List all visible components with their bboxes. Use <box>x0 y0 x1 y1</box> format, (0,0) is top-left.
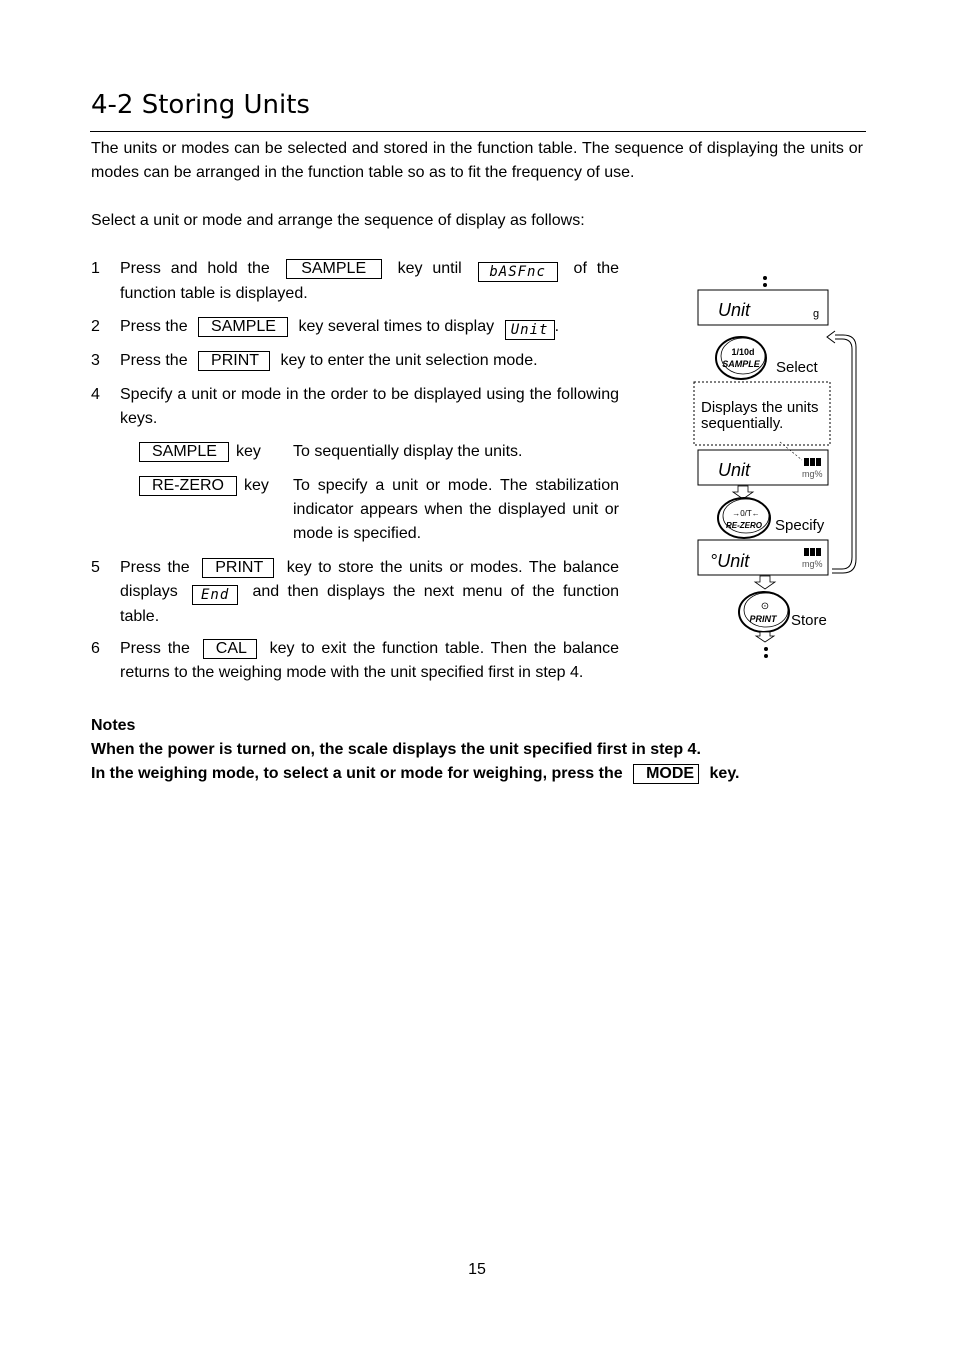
step-5 <box>120 556 619 629</box>
step-2-text-b: key several times to display <box>298 318 495 335</box>
loop-arrow-head <box>827 331 835 343</box>
key-word: key <box>236 443 261 460</box>
step-1-text-a: Press and hold the <box>120 260 270 277</box>
step-2 <box>120 315 619 340</box>
lcd-display-2-text: Unit <box>718 460 751 480</box>
step-4-number: 4 <box>91 386 100 403</box>
mode-key: MODE <box>633 764 699 784</box>
step-6 <box>120 637 619 685</box>
ellipsis-top <box>763 276 767 287</box>
key-description: To sequentially display the units. <box>293 443 523 460</box>
notes-line-2 <box>91 762 739 786</box>
keys-table-row <box>139 440 619 474</box>
step-1-text-c: of the function table is displayed. <box>120 260 620 302</box>
keys-table <box>139 440 619 554</box>
notes-line-2-text-b: key. <box>709 765 740 782</box>
lcd-basfnc: bASFnc <box>478 262 558 282</box>
step-5-text-c: and then displays the next menu of the function table. <box>120 583 619 625</box>
key-word: key <box>244 477 269 494</box>
step-6-text-b: key to exit the function table. Then the balance returns to the weighing mode with the unit specified first in step 4. <box>120 640 620 681</box>
lcd-unit: Unit <box>505 320 555 340</box>
intro-instruction: Select a unit or mode and arrange the sequence of display as follows: <box>91 212 585 229</box>
step-3 <box>120 349 619 373</box>
print-key: PRINT <box>202 558 274 578</box>
step-6-number: 6 <box>91 640 100 657</box>
step-3-number: 3 <box>91 352 100 369</box>
stability-bars-2 <box>804 458 821 466</box>
down-arrow-icon <box>756 632 774 642</box>
notes-heading: Notes <box>91 717 136 734</box>
specify-label: Specify <box>775 517 825 534</box>
lcd-end: End <box>192 585 238 605</box>
step-6-text-a: Press the <box>120 640 190 657</box>
lcd-display-1-unit: g <box>813 308 820 320</box>
select-label: Select <box>776 359 818 376</box>
step-1 <box>120 257 619 306</box>
re-zero-key-icon-top: →0/T← <box>732 509 760 518</box>
step-3-text-b: key to enter the unit selection mode. <box>280 352 538 369</box>
store-label: Store <box>791 612 827 629</box>
re-zero-key-icon-label: RE-ZERO <box>726 521 762 530</box>
step-5-text-b: key to store the units or modes. The balance displays <box>120 559 619 600</box>
loop-arrow-outer <box>832 339 852 569</box>
title-rule <box>90 131 866 132</box>
sample-key: SAMPLE <box>286 259 382 279</box>
step-2-text-c: . <box>554 318 560 335</box>
step-1-text-b: key until <box>397 260 462 277</box>
notes-line-2-text-a: In the weighing mode, to select a unit or mode for weighing, press the <box>91 765 623 782</box>
step-5-number: 5 <box>91 559 100 576</box>
ellipsis-bottom <box>764 647 768 658</box>
step-2-number: 2 <box>91 318 100 335</box>
callout-line-2: sequentially. <box>701 415 784 432</box>
lcd-display-3-unit: mg% <box>802 559 823 569</box>
unit-selection-diagram <box>680 270 860 670</box>
print-key-icon-label: PRINT <box>749 614 777 624</box>
sample-key-icon-top: 1/10d <box>731 347 755 357</box>
lcd-display-2-unit: mg% <box>802 469 823 479</box>
step-5-text-a: Press the <box>120 559 190 576</box>
cal-key: CAL <box>203 639 257 659</box>
re-zero-key: RE-ZERO <box>139 476 237 496</box>
notes-line-1: When the power is turned on, the scale displays the unit specified first in step 4. <box>91 741 701 758</box>
print-key: PRINT <box>198 351 270 371</box>
page-number: 15 <box>468 1261 486 1278</box>
step-4: Specify a unit or mode in the order to be displayed using the following keys. <box>120 386 619 427</box>
intro-paragraph: The units or modes can be selected and stored in the function table. The sequence of displaying the units or modes can be arranged in the function table so as to fit the frequency of use. <box>91 140 863 181</box>
stability-bars-3 <box>804 548 821 556</box>
step-3-text-a: Press the <box>120 352 188 369</box>
step-1-number: 1 <box>91 260 100 277</box>
key-description: To specify a unit or mode. The stabilization indicator appears when the displayed unit or mode is specified. <box>293 477 619 542</box>
section-title: 4-2 Storing Units <box>91 90 310 120</box>
step-2-text-a: Press the <box>120 318 188 335</box>
keys-table-row <box>139 474 619 554</box>
sample-key: SAMPLE <box>139 442 229 462</box>
lcd-display-3-text: °Unit <box>710 551 750 571</box>
sample-key-icon-label: SAMPLE <box>722 359 760 369</box>
sample-key: SAMPLE <box>198 317 288 337</box>
callout-line-1: Displays the units <box>701 399 819 416</box>
print-key-icon-symbol: ⊙ <box>760 601 770 612</box>
lcd-display-1-text: Unit <box>718 300 751 320</box>
down-arrow-icon <box>755 576 775 589</box>
